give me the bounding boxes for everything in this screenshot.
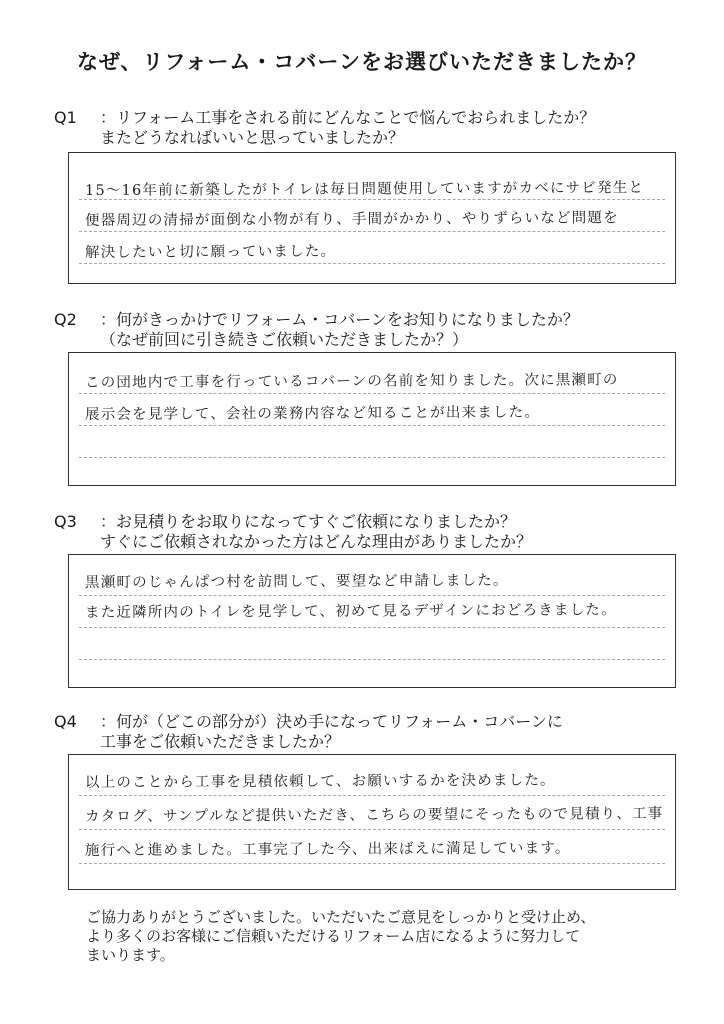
handwritten-answer-line: 解決したいと切に願っていました。 (84, 243, 337, 261)
closing-line: より多くのお客様にご信頼いただけるリフォーム店になるように努力して (86, 927, 581, 945)
question-number: Q4 (54, 712, 77, 731)
handwritten-answer-line: 以上のことから工事を見積依頼して、お願いするかを決めました。 (84, 772, 556, 791)
handwritten-answer-line: 施行へと進めました。工事完了した今、出来ばえに満足しています。 (84, 840, 571, 859)
page-title: なぜ、リフォーム・コバーンをお選びいただきましたか？ (77, 50, 647, 74)
question-text: ：何がきっかけでリフォーム・コバーンをお知りになりましたか？ (100, 310, 579, 329)
ruled-line (79, 263, 665, 264)
ruled-line (79, 595, 665, 596)
ruled-line (79, 829, 665, 830)
question-1 (54, 108, 595, 148)
question-text: （なぜ前回に引き続きご依頼いただきましたか？） (100, 330, 469, 349)
question-text: ：何が（どこの部分が）決め手になってリフォーム・コバーンに (100, 712, 563, 731)
handwritten-answer-line: また近隣所内のトイレを見学して、初めて見るデザインにおどろきました。 (84, 602, 617, 621)
answer-box-1 (68, 152, 676, 284)
closing-line: まいります。 (86, 946, 175, 964)
answer-box-2 (68, 352, 676, 486)
question-text: またどうなればいいと思っていましたか？ (100, 128, 405, 147)
ruled-line (79, 231, 665, 232)
question-text: すぐにご依頼されなかった方はどんな理由がありましたか？ (100, 532, 533, 551)
closing-message (86, 908, 686, 965)
question-4 (54, 712, 563, 752)
handwritten-answer-line: 15～16年前に新築したがトイレは毎日問題使用していますがカベにサビ発生と (84, 180, 645, 199)
ruled-line (79, 863, 665, 864)
handwritten-answer-line: カタログ、サンプルなど提供いただき、こちらの要望にそったもので見積り、工事 (84, 805, 664, 825)
ruled-line (79, 393, 665, 394)
handwritten-answer-line: 黒瀬町のじゃんぱつ村を訪問して、要望など申請しました。 (84, 572, 509, 591)
answer-box-3 (68, 554, 676, 688)
ruled-line (79, 425, 665, 426)
question-text: ：リフォーム工事をされる前にどんなことで悩んでおられましたか？ (100, 108, 596, 127)
ruled-line (79, 457, 665, 458)
question-number: Q2 (54, 310, 77, 329)
question-number: Q3 (54, 512, 77, 531)
ruled-line (79, 795, 665, 796)
question-2 (54, 310, 579, 350)
handwritten-answer-line: 展示会を見学して、会社の業務内容など知ることが出来ました。 (84, 404, 541, 423)
question-number: Q1 (54, 108, 77, 127)
ruled-line (79, 627, 665, 628)
closing-line: ご協力ありがとうございました。いただいたご意見をしっかりと受け止め、 (86, 908, 596, 926)
question-3 (54, 512, 532, 552)
answer-box-4 (68, 754, 676, 890)
question-text: 工事をご依頼いただきましたか？ (100, 732, 341, 751)
question-text: ：お見積りをお取りになってすぐご依頼になりましたか？ (100, 512, 517, 531)
handwritten-answer-line: この団地内で工事を行っているコバーンの名前を知りました。次に黒瀬町の (84, 372, 619, 391)
ruled-line (79, 659, 665, 660)
handwritten-answer-line: 便器周辺の清掃が面倒な小物が有り、手間がかかり、やりずらいなど問題を (84, 210, 619, 229)
